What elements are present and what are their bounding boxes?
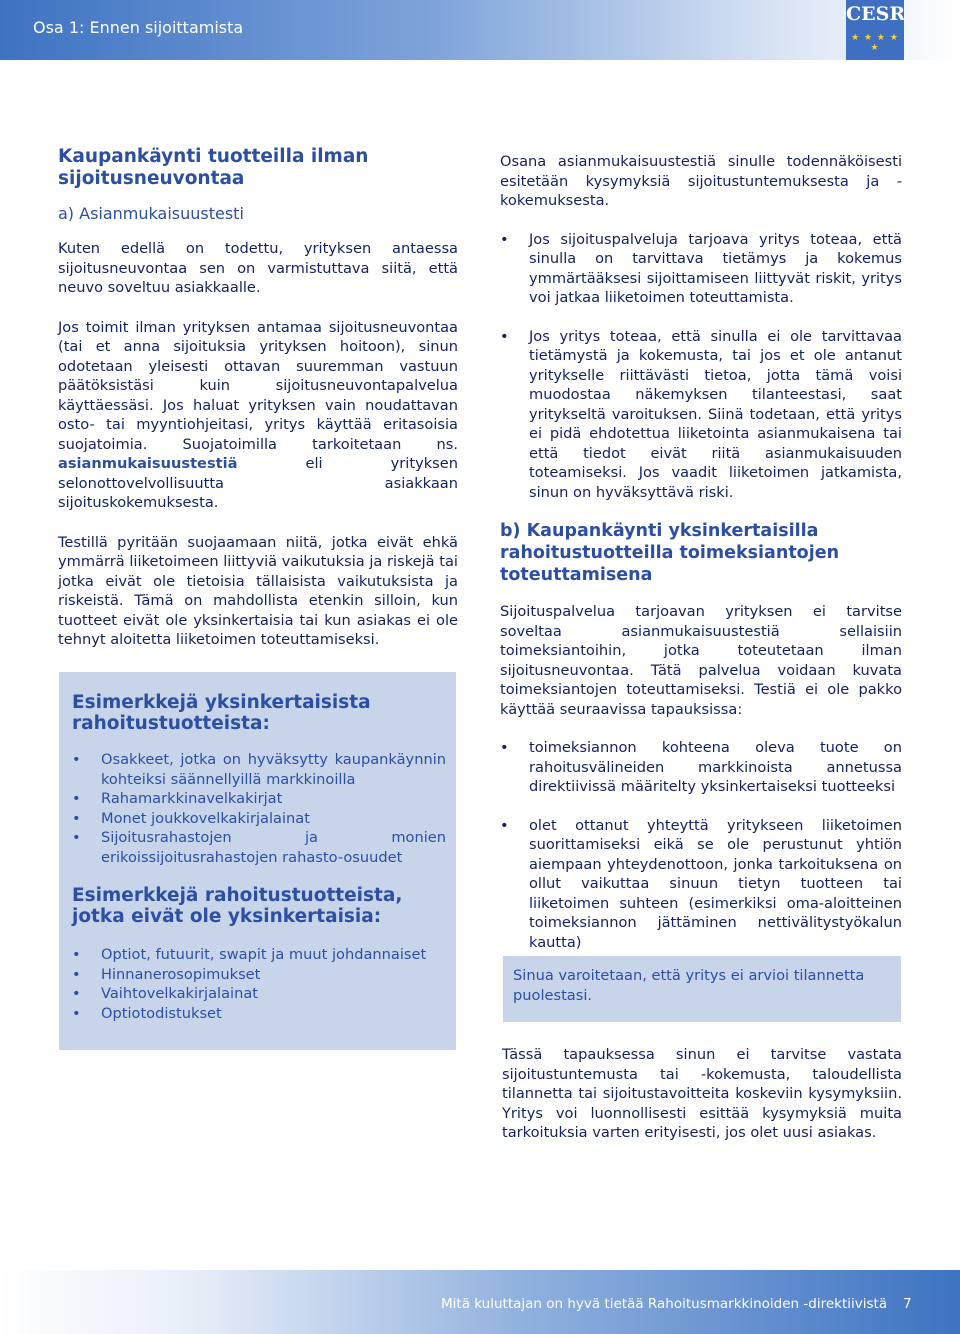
section-heading-b: b) Kaupankäynti yksinkertaisilla rahoitustuotteilla toimeksiantojen toteuttamisena [500, 521, 840, 585]
list-item: • toimeksiannon kohteena oleva tuote on rahoitusvälineiden markkinoista annetussa direktiivissä määritelty yksinkertaiseksi tuotteeksi [500, 738, 902, 797]
list-item: • Monet joukkovelkakirjalainat [72, 809, 446, 829]
right-column [500, 152, 902, 952]
subsection-heading: a) Asianmukaisuustesti [58, 204, 244, 223]
list-item: • Optiot, futuurit, swapit ja muut johdannaiset [72, 945, 446, 965]
warning-box [503, 956, 901, 1022]
section-title: Osa 1: Ennen sijoittamista [33, 18, 244, 37]
page-number: 7 [903, 1296, 912, 1312]
list-item: • Sijoitusrahastojen ja monien erikoissijoitusrahastojen rahasto-osuudet [72, 828, 446, 867]
left-column [58, 146, 458, 650]
section-heading: Kaupankäynti tuotteilla ilman sijoitusneuvontaa [58, 146, 369, 189]
page-header [0, 0, 960, 60]
simple-products-list [72, 750, 446, 867]
complex-products-list [72, 945, 446, 1023]
list-item: • Hinnanerosopimukset [72, 965, 446, 985]
outcome-list [500, 230, 902, 503]
paragraph-text: Jos toimit ilman yrityksen antamaa sijoitusneuvontaa (tai et anna sijoituksia yrityksen hoitoon), sinun odotetaan yleisesti ottavan suuremman vastuun päätöksistäsi kuin sijoitusneuvontapalvelua käyttäessäsi. Jos haluat yrityksen vain noudattavan osto- tai myyntiohjeitasi, yritys käyttää eritasoisia suojatoimia. Suojatoimilla tarkoitetaan ns. [58, 318, 458, 453]
paragraph-questions: Osana asianmukaisuustestiä sinulle todennäköisesti esitetään kysymyksiä sijoitustuntemuksesta ja -kokemuksesta. [500, 153, 902, 209]
paragraph-responsibility [58, 318, 458, 513]
paragraph-test-purpose: Testillä pyritään suojaamaan niitä, jotka eivät ehkä ymmärrä liiketoimeen liittyviä vaikutuksia ja riskejä tai jotka eivät ole tietoisia tällaisista vaikutuksista ja riskeistä. Tämä on mahdollista etenkin silloin, kun tuotteet eivät ole yksinkertaisia tai kun asiakas ei ole tehnyt aloitetta liiketoimen toteuttamiseksi. [58, 533, 458, 648]
highlight-term: asianmukaisuustestiä [58, 455, 238, 472]
paragraph-closing: Tässä tapauksessa sinun ei tarvitse vastata sijoitustuntemusta tai -kokemusta, taloudellista tilannetta tai sijoitustavoitteita koskeviin kysymyksiin. Yritys voi luonnollisesti esittää kysymyksiä muita tarkoituksia varten erityisesti, jos olet uusi asiakas. [502, 1046, 902, 1141]
footer-title: Mitä kuluttajan on hyvä tietää Rahoitusmarkkinoiden -direktiivistä [441, 1296, 888, 1312]
list-item: • Jos yritys toteaa, että sinulla ei ole tarvittavaa tietämystä ja kokemusta, tai jos et ole antanut yritykselle riittävästi tietoa, jotta tämä voisi muodostaa näkemyksen tilanteestasi, saat yritykseltä varoituksen. Siinä todetaan, että yritys ei pidä ehdotettua liiketointa asianmukaisena tai että tiedot eivät riitä asianmukaisuuden toteamiseksi. Jos vaadit liiketoimen jatkamista, sinun on hyväksyttävä riski. [500, 327, 902, 503]
box-heading-complex: Esimerkkejä rahoitustuotteista, jotka eivät ole yksinkertaisia: [72, 885, 403, 927]
examples-box [59, 672, 456, 1050]
cesr-logo [846, 0, 904, 60]
list-item: • Jos sijoituspalveluja tarjoava yritys toteaa, että sinulla on tarvittava tietämys ja kokemus ymmärtääksesi sijoittamiseen liittyvät riskit, yritys voi jatkaa liiketoimen toteuttamista. [500, 230, 902, 308]
list-item: • Optiotodistukset [72, 1004, 446, 1024]
paragraph-text: eli yrityksen selonottovelvollisuutta asiakkaan sijoituskokemuksesta. [58, 455, 458, 511]
logo-text: CESR [846, 3, 906, 25]
paragraph-intro: Kuten edellä on todettu, yrityksen antaessa sijoitusneuvontaa sen on varmistuttava siitä, että neuvo soveltuu asiakkaalle. [58, 240, 458, 296]
eu-stars-icon: ★ ★ ★ ★ ★ [851, 33, 899, 53]
box-heading-simple: Esimerkkejä yksinkertaisista rahoitustuotteista: [72, 692, 371, 734]
list-item: • olet ottanut yhteyttä yritykseen liiketoimen suorittamiseksi eikä se ole perustunut yhtiön aiempaan yhteydenottoon, jonka tarkoituksena on ollut vaikuttaa sinuun tietyn tuotteen tai liiketoimen suhteen (esimerkiksi oma-aloitteinen toimeksiannon jättäminen nettivälitystyökalun kautta) [500, 816, 902, 953]
list-item: • Vaihtovelkakirjalainat [72, 984, 446, 1004]
conditions-list [500, 738, 902, 952]
list-item: • Rahamarkkinavelkakirjat [72, 789, 446, 809]
page-footer [0, 1270, 960, 1334]
list-item: • Osakkeet, jotka on hyväksytty kaupankäynnin kohteiksi säännellyillä markkinoilla [72, 750, 446, 789]
paragraph-execution-only: Sijoituspalvelua tarjoavan yrityksen ei tarvitse soveltaa asianmukaisuustestiä sellaisiin toimeksiantoihin, jotka toteutetaan ilman sijoitusneuvontaa. Tätä palvelua voidaan kuvata toimeksiantojen toteuttamiseksi. Testiä ei ole pakko käyttää seuraavissa tapauksissa: [500, 603, 902, 718]
warning-text: Sinua varoitetaan, että yritys ei arvioi tilannetta puolestasi. [513, 967, 865, 1004]
